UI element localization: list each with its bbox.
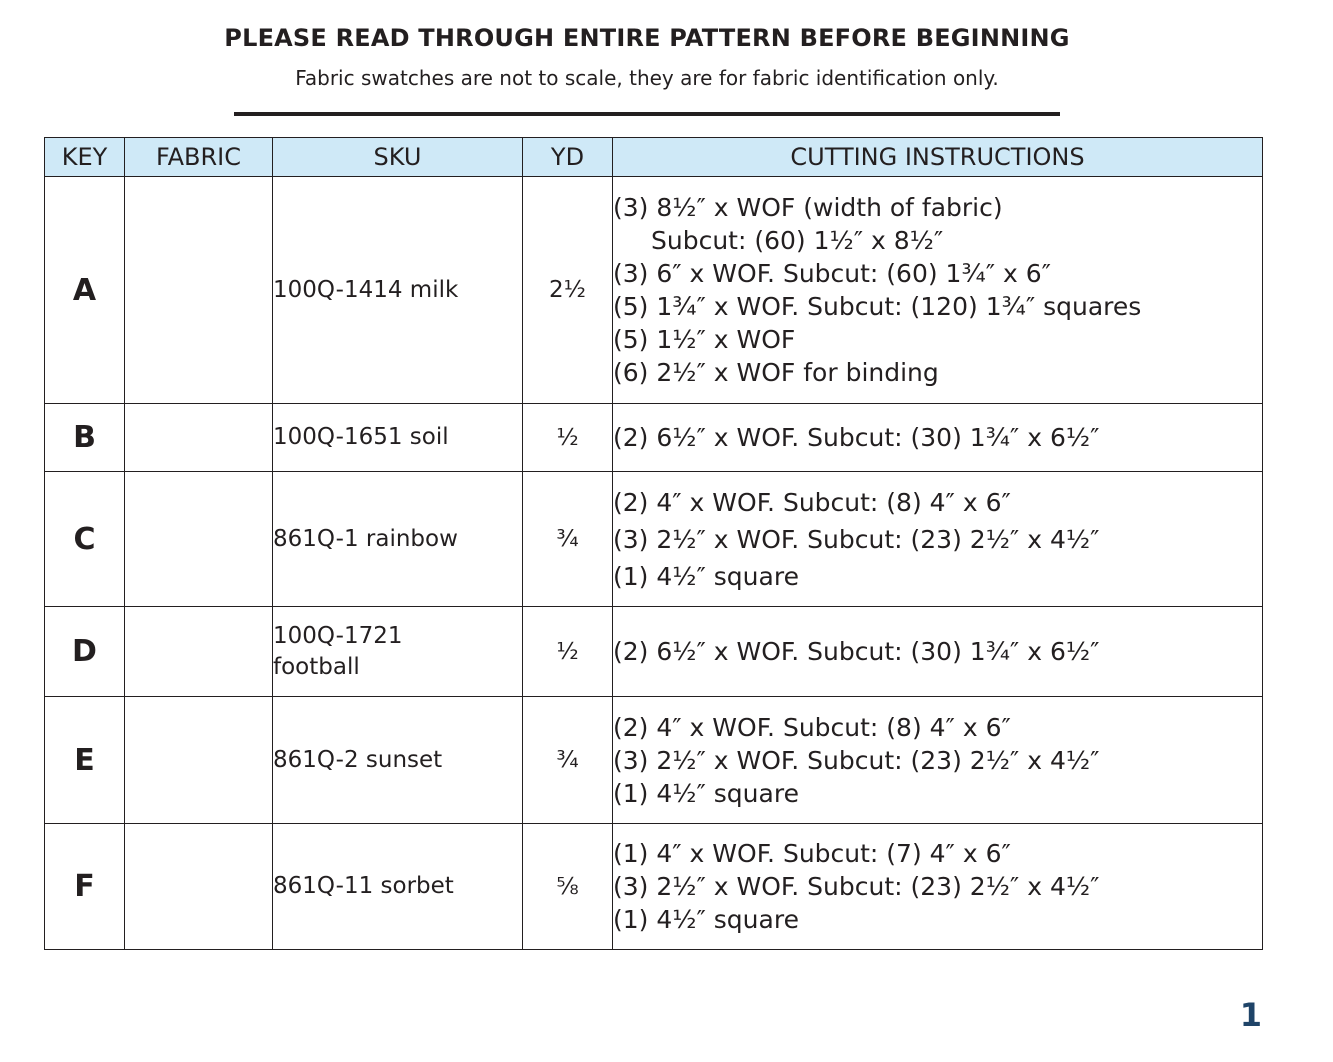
sku-line: 100Q-1721 — [273, 622, 403, 649]
row-sku — [273, 177, 523, 404]
instruction-line: (3) 6″ x WOF. Subcut: (60) 1¾″ x 6″ — [613, 259, 1051, 288]
sku-line: 861Q-11 sorbet — [273, 873, 454, 899]
row-sku — [273, 697, 523, 824]
table-row — [45, 404, 1263, 472]
sku-line: 100Q-1414 milk — [273, 276, 459, 303]
column-header-cutting-instructions: CUTTING INSTRUCTIONS — [613, 138, 1263, 177]
row-instructions — [613, 824, 1263, 950]
sku-line: 861Q-1 rainbow — [273, 525, 458, 552]
row-key: A — [45, 177, 125, 404]
instruction-line: (2) 4″ x WOF. Subcut: (8) 4″ x 6″ — [613, 487, 1011, 517]
row-instructions — [613, 697, 1263, 824]
page-number: 1 — [1239, 996, 1262, 1034]
page-subtitle: Fabric swatches are not to scale, they are for fabric identification only. — [295, 66, 999, 90]
row-instructions — [613, 177, 1263, 404]
instruction-line: (5) 1½″ x WOF — [613, 325, 796, 354]
row-instructions — [613, 472, 1263, 607]
table-row — [45, 177, 1263, 404]
row-yardage: ¾ — [523, 472, 613, 607]
cutting-table — [44, 137, 1263, 950]
row-instructions — [613, 607, 1263, 697]
column-header-sku: SKU — [273, 138, 523, 177]
instruction-line: (2) 4″ x WOF. Subcut: (8) 4″ x 6″ — [613, 712, 1011, 742]
instruction-line: (1) 4½″ square — [613, 905, 799, 934]
sku-line: 861Q-2 sunset — [273, 746, 443, 773]
instruction-line: (3) 2½″ x WOF. Subcut: (23) 2½″ x 4½″ — [613, 745, 1100, 775]
table-row — [45, 824, 1263, 950]
row-yardage: ¾ — [523, 697, 613, 824]
instruction-line: (5) 1¾″ x WOF. Subcut: (120) 1¾″ squares — [613, 292, 1142, 321]
row-sku — [273, 404, 523, 472]
instruction-line: (1) 4″ x WOF. Subcut: (7) 4″ x 6″ — [613, 839, 1011, 868]
instruction-line: (3) 2½″ x WOF. Subcut: (23) 2½″ x 4½″ — [613, 524, 1100, 554]
instruction-line: (2) 6½″ x WOF. Subcut: (30) 1¾″ x 6½″ — [613, 423, 1100, 452]
sku-line: 100Q-1651 soil — [273, 424, 449, 450]
row-sku — [273, 472, 523, 607]
table-row — [45, 472, 1263, 607]
instruction-line: (1) 4½″ square — [613, 778, 799, 808]
row-key: F — [45, 824, 125, 950]
column-header-fabric: FABRIC — [125, 138, 273, 177]
row-yardage: 2½ — [523, 177, 613, 404]
instruction-line: (6) 2½″ x WOF for binding — [613, 358, 939, 387]
fabric-swatch — [125, 824, 273, 950]
fabric-swatch — [125, 177, 273, 404]
row-sku — [273, 824, 523, 950]
row-yardage: ½ — [523, 404, 613, 472]
instruction-line: (1) 4½″ square — [613, 561, 799, 591]
instruction-line: Subcut: (60) 1½″ x 8½″ — [651, 226, 944, 255]
row-yardage: ⅝ — [523, 824, 613, 950]
table-row — [45, 607, 1263, 697]
row-key: B — [45, 404, 125, 472]
row-instructions — [613, 404, 1263, 472]
fabric-swatch — [125, 697, 273, 824]
fabric-swatch — [125, 472, 273, 607]
fabric-swatch — [125, 607, 273, 697]
page-title: PLEASE READ THROUGH ENTIRE PATTERN BEFORE BEGINNING — [224, 24, 1070, 52]
sku-line: football — [273, 653, 360, 680]
header-divider — [234, 112, 1060, 116]
fabric-swatch — [125, 404, 273, 472]
row-key: D — [45, 607, 125, 697]
instruction-line: (2) 6½″ x WOF. Subcut: (30) 1¾″ x 6½″ — [613, 637, 1100, 666]
instruction-line: (3) 8½″ x WOF (width of fabric) — [613, 193, 1003, 222]
column-header-key: KEY — [45, 138, 125, 177]
instruction-line: (3) 2½″ x WOF. Subcut: (23) 2½″ x 4½″ — [613, 872, 1100, 901]
row-key: C — [45, 472, 125, 607]
row-sku — [273, 607, 523, 697]
table-row — [45, 697, 1263, 824]
row-key: E — [45, 697, 125, 824]
column-header-yd: YD — [523, 138, 613, 177]
table-header-row — [45, 138, 1263, 177]
row-yardage: ½ — [523, 607, 613, 697]
